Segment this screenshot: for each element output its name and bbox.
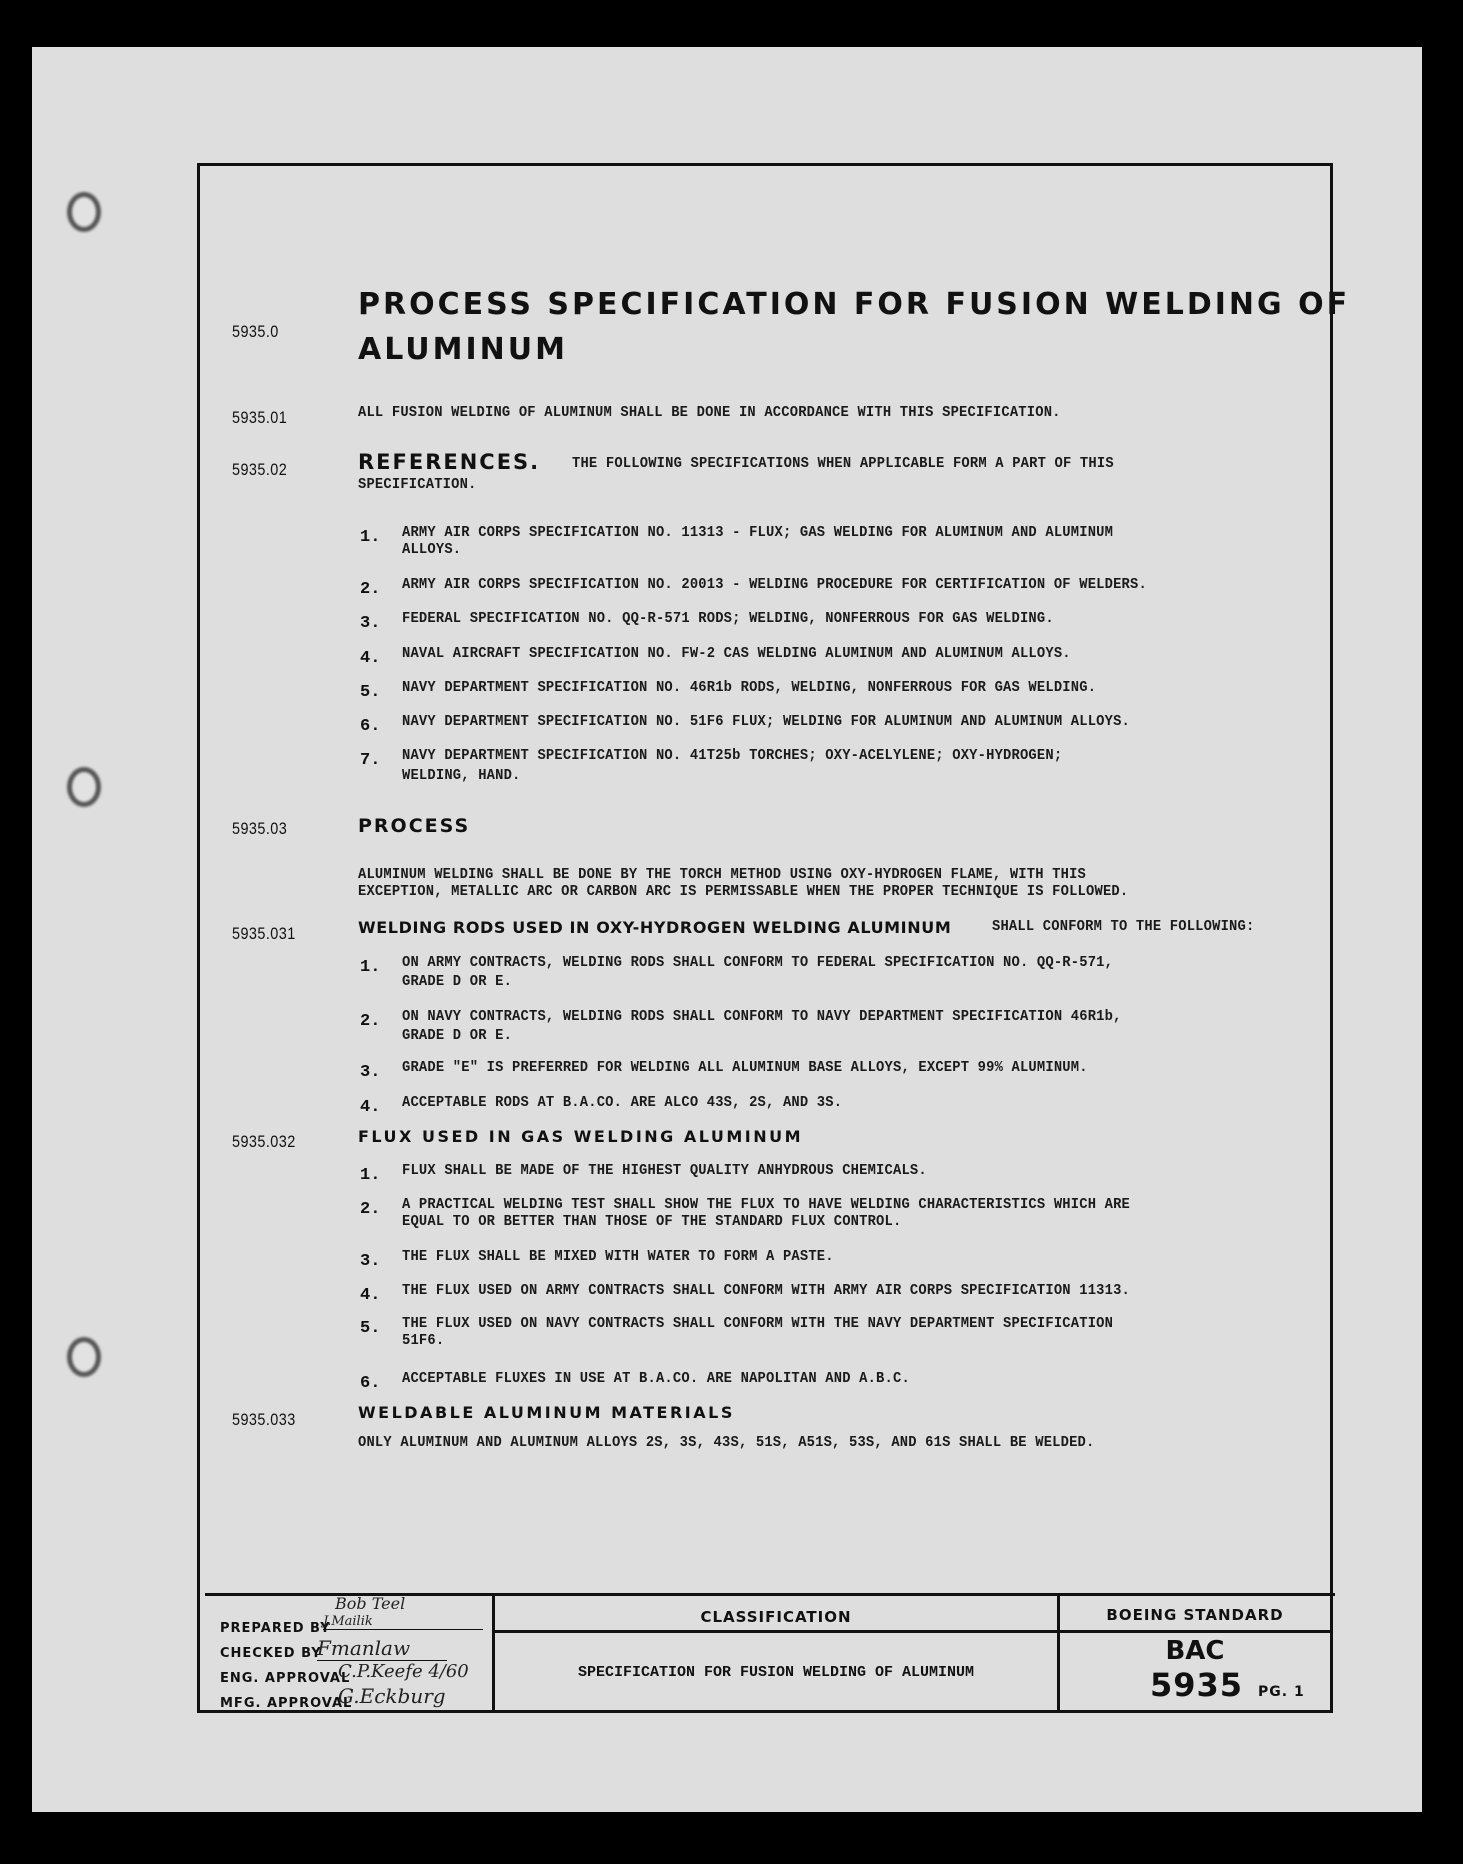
section-heading: PROCESS [358, 815, 471, 837]
standard-prefix: BAC [1165, 1636, 1225, 1666]
classification-label: CLASSIFICATION [700, 1608, 852, 1626]
binder-hole-icon [67, 767, 101, 807]
section-number: 5935.032 [232, 1132, 296, 1151]
list-item: ACCEPTABLE FLUXES IN USE AT B.A.CO. ARE NAPOLITAN AND A.B.C. [402, 1370, 910, 1387]
section-text: ALUMINUM WELDING SHALL BE DONE BY THE TORCH METHOD USING OXY-HYDROGEN FLAME, WITH THIS [358, 866, 1087, 883]
list-item: THE FLUX USED ON NAVY CONTRACTS SHALL CONFORM WITH THE NAVY DEPARTMENT SPECIFICATION [402, 1315, 1114, 1332]
divider [495, 1630, 1057, 1633]
list-item: NAVY DEPARTMENT SPECIFICATION NO. 46R1b RODS, WELDING, NONFERROUS FOR GAS WELDING. [402, 679, 1097, 696]
list-item-cont: GRADE D OR E. [402, 973, 513, 990]
section-text-cont: EXCEPTION, METALLIC ARC OR CARBON ARC IS PERMISSABLE WHEN THE PROPER TECHNIQUE IS FOLLOWED. [358, 883, 1129, 900]
binder-hole-icon [67, 192, 101, 232]
list-item: NAVY DEPARTMENT SPECIFICATION NO. 41T25b TORCHES; OXY-ACELYLENE; OXY-HYDROGEN; [402, 747, 1063, 764]
list-number: 4. [360, 1098, 381, 1117]
prepared-by-label: PREPARED BY [220, 1621, 331, 1636]
section-number: 5935.031 [232, 924, 296, 943]
section-text: ONLY ALUMINUM AND ALUMINUM ALLOYS 2S, 3S, 43S, 51S, A51S, 53S, AND 61S SHALL BE WELDED. [358, 1434, 1095, 1451]
standard-label: BOEING STANDARD [1106, 1606, 1284, 1624]
divider [1060, 1630, 1330, 1633]
section-intro-cont: SPECIFICATION. [358, 476, 477, 493]
list-item-cont: ALLOYS. [402, 541, 462, 558]
list-number: 5. [360, 683, 381, 702]
list-item: THE FLUX USED ON ARMY CONTRACTS SHALL CONFORM WITH ARMY AIR CORPS SPECIFICATION 11313. [402, 1282, 1131, 1299]
checked-by-label: CHECKED BY [220, 1646, 322, 1661]
eng-approval-label: ENG. APPROVAL [220, 1671, 351, 1686]
list-number: 1. [360, 528, 381, 547]
section-heading-tail: SHALL CONFORM TO THE FOLLOWING: [992, 918, 1255, 935]
title-line-2: ALUMINUM [358, 332, 568, 367]
list-item-cont: 51F6. [402, 1332, 445, 1349]
list-item: ACCEPTABLE RODS AT B.A.CO. ARE ALCO 43S, 2S, AND 3S. [402, 1094, 843, 1111]
binder-hole-icon [67, 1337, 101, 1377]
list-item-cont: WELDING, HAND. [402, 767, 521, 784]
page-title [358, 282, 1350, 372]
list-item: GRADE "E" IS PREFERRED FOR WELDING ALL ALUMINUM BASE ALLOYS, EXCEPT 99% ALUMINUM. [402, 1059, 1088, 1076]
list-item: THE FLUX SHALL BE MIXED WITH WATER TO FORM A PASTE. [402, 1248, 834, 1265]
section-heading: WELDABLE ALUMINUM MATERIALS [358, 1403, 735, 1422]
list-item: ARMY AIR CORPS SPECIFICATION NO. 20013 - WELDING PROCEDURE FOR CERTIFICATION OF WELDERS. [402, 576, 1147, 593]
section-number: 5935.03 [232, 819, 288, 838]
section-text: ALL FUSION WELDING OF ALUMINUM SHALL BE DONE IN ACCORDANCE WITH THIS SPECIFICATION. [358, 404, 1061, 421]
list-item: A PRACTICAL WELDING TEST SHALL SHOW THE FLUX TO HAVE WELDING CHARACTERISTICS WHICH ARE [402, 1196, 1131, 1213]
section-heading: WELDING RODS USED IN OXY-HYDROGEN WELDING ALUMINUM [358, 918, 952, 937]
title-line-1: PROCESS SPECIFICATION FOR FUSION WELDING OF [358, 287, 1351, 322]
page-number: PG. 1 [1258, 1684, 1305, 1700]
list-item: NAVY DEPARTMENT SPECIFICATION NO. 51F6 FLUX; WELDING FOR ALUMINUM AND ALUMINUM ALLOYS. [402, 713, 1131, 730]
eng-approval-signature: C.P.Keefe 4/60 [338, 1661, 469, 1682]
approvals-cell [205, 1596, 495, 1713]
section-heading: FLUX USED IN GAS WELDING ALUMINUM [358, 1127, 804, 1146]
prepared-by-signature-top: Bob Teel [335, 1594, 406, 1613]
list-number: 7. [360, 751, 381, 770]
section-heading: REFERENCES. [358, 450, 541, 474]
list-number: 1. [360, 958, 381, 977]
list-item-cont: GRADE D OR E. [402, 1027, 513, 1044]
list-item: ARMY AIR CORPS SPECIFICATION NO. 11313 - FLUX; GAS WELDING FOR ALUMINUM AND ALUMINUM [402, 524, 1114, 541]
list-item: ON NAVY CONTRACTS, WELDING RODS SHALL CONFORM TO NAVY DEPARTMENT SPECIFICATION 46R1b, [402, 1008, 1122, 1025]
checked-by-signature: Fmanlaw [317, 1636, 447, 1661]
prepared-by-signature: J.Mailik [323, 1614, 483, 1630]
list-number: 4. [360, 649, 381, 668]
list-number: 3. [360, 1063, 381, 1082]
section-number: 5935.0 [232, 322, 279, 341]
list-number: 6. [360, 717, 381, 736]
title-block [205, 1593, 1335, 1713]
section-number: 5935.01 [232, 408, 288, 427]
section-intro: THE FOLLOWING SPECIFICATIONS WHEN APPLICABLE FORM A PART OF THIS [572, 455, 1114, 472]
list-item: ON ARMY CONTRACTS, WELDING RODS SHALL CONFORM TO FEDERAL SPECIFICATION NO. QQ-R-571, [402, 954, 1114, 971]
list-number: 1. [360, 1166, 381, 1185]
section-number: 5935.02 [232, 460, 288, 479]
standard-cell [1060, 1596, 1330, 1713]
list-item: FEDERAL SPECIFICATION NO. QQ-R-571 RODS; WELDING, NONFERROUS FOR GAS WELDING. [402, 610, 1054, 627]
standard-number: 5935 [1150, 1666, 1244, 1704]
list-number: 3. [360, 614, 381, 633]
document-border [197, 163, 1333, 1713]
mfg-approval-label: MFG. APPROVAL [220, 1696, 353, 1711]
list-number: 2. [360, 1200, 381, 1219]
classification-value: SPECIFICATION FOR FUSION WELDING OF ALUMINUM [577, 1664, 975, 1681]
list-number: 6. [360, 1374, 381, 1393]
list-number: 2. [360, 580, 381, 599]
list-number: 2. [360, 1012, 381, 1031]
list-number: 5. [360, 1319, 381, 1338]
list-item: NAVAL AIRCRAFT SPECIFICATION NO. FW-2 CAS WELDING ALUMINUM AND ALUMINUM ALLOYS. [402, 645, 1071, 662]
section-number: 5935.033 [232, 1410, 296, 1429]
list-item: FLUX SHALL BE MADE OF THE HIGHEST QUALITY ANHYDROUS CHEMICALS. [402, 1162, 927, 1179]
list-item-cont: EQUAL TO OR BETTER THAN THOSE OF THE STANDARD FLUX CONTROL. [402, 1213, 902, 1230]
list-number: 3. [360, 1252, 381, 1271]
list-number: 4. [360, 1286, 381, 1305]
classification-cell [495, 1596, 1060, 1713]
mfg-approval-signature: G.Eckburg [338, 1684, 446, 1708]
